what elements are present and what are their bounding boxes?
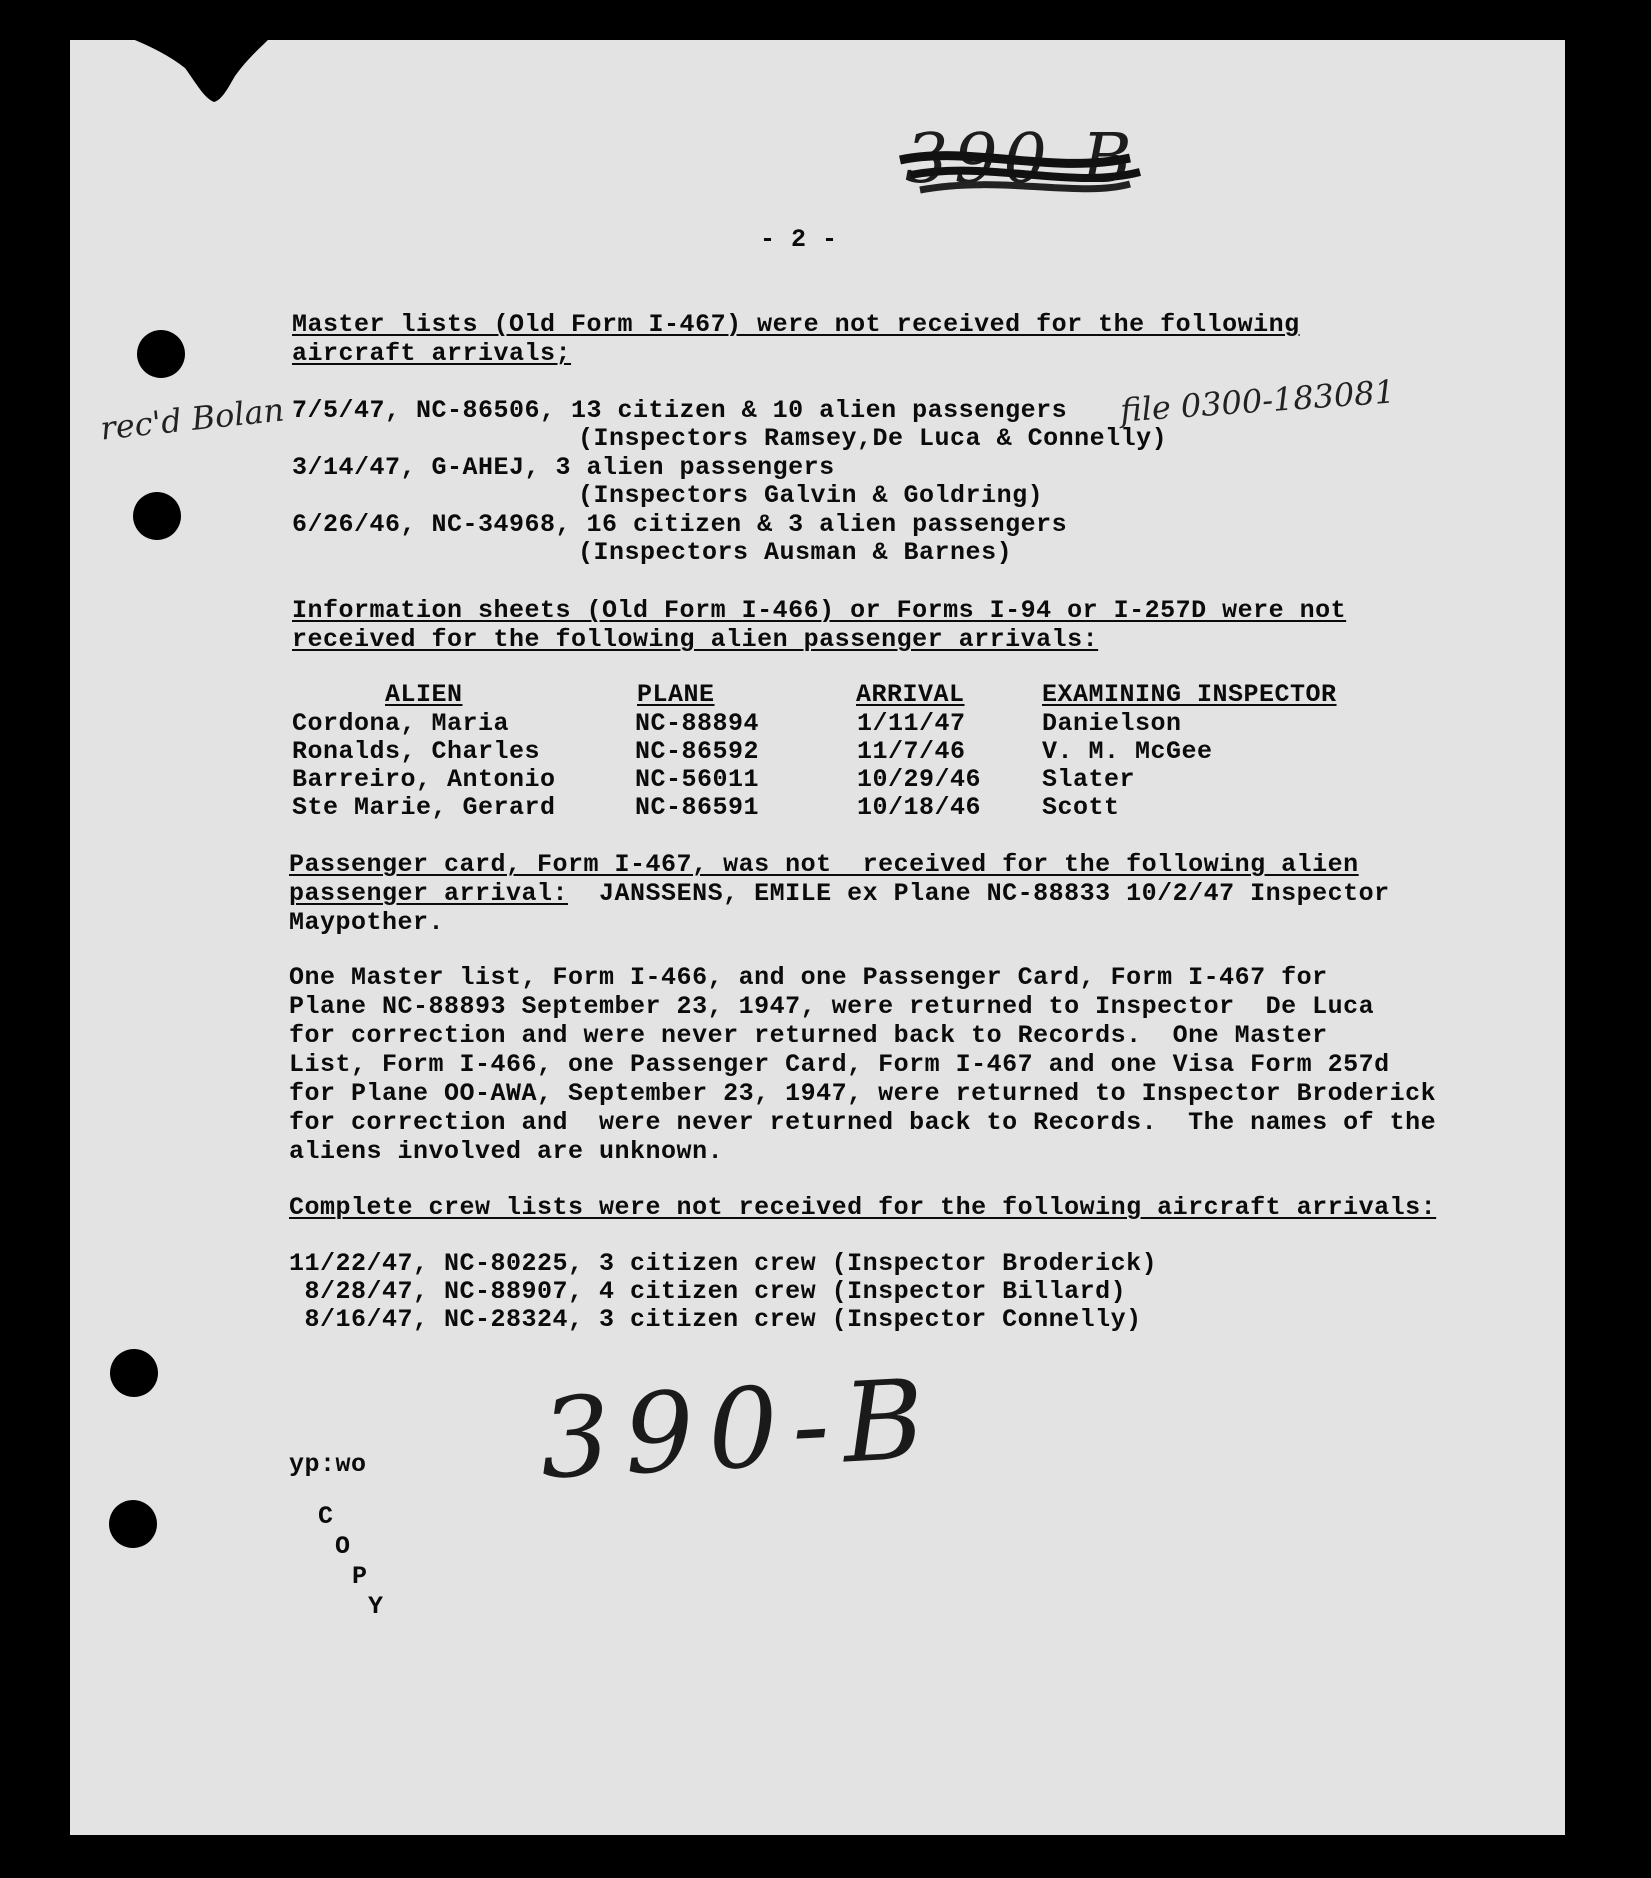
table-cell-arrival: 10/18/46 xyxy=(857,793,982,822)
info-heading-line1: Information sheets (Old Form I-466) or Forms I-94 or I-257D were not xyxy=(292,596,1347,625)
struck-header-number: 390-B xyxy=(905,120,1138,199)
margin-note: rec'd Bolan xyxy=(98,390,286,448)
table-cell-inspector: Danielson xyxy=(1042,709,1182,738)
passenger-heading-label: passenger arrival: xyxy=(289,879,569,908)
passenger-heading-line2 xyxy=(289,879,1390,908)
column-header-arrival: ARRIVAL xyxy=(856,680,965,709)
table-cell-plane: NC-86591 xyxy=(635,793,760,822)
paragraph-line: List, Form I-466, one Passenger Card, Form I-467 and one Visa Form 257d xyxy=(289,1050,1390,1079)
handwritten-number: 390-B xyxy=(536,1354,942,1504)
file-note: file 0300-183081 xyxy=(1119,372,1397,430)
paragraph-line: One Master list, Form I-466, and one Passenger Card, Form I-467 for xyxy=(289,963,1328,992)
column-header-inspector: EXAMINING INSPECTOR xyxy=(1042,680,1337,709)
passenger-line3: Maypother. xyxy=(289,908,445,937)
table-cell-alien: Ronalds, Charles xyxy=(292,737,541,766)
paragraph-line: for correction and were never returned back to Records. One Master xyxy=(289,1021,1328,1050)
master-entry-line1: 7/5/47, NC-86506, 13 citizen & 10 alien passengers xyxy=(292,396,1068,425)
table-cell-inspector: V. M. McGee xyxy=(1042,737,1213,766)
crew-entry: 8/28/47, NC-88907, 4 citizen crew (Inspector Billard) xyxy=(289,1277,1127,1306)
table-cell-arrival: 11/7/46 xyxy=(857,737,966,766)
master-heading-line1: Master lists (Old Form I-467) were not received for the following xyxy=(292,310,1300,339)
punch-hole xyxy=(110,1349,158,1397)
table-cell-plane: NC-86592 xyxy=(635,737,760,766)
info-heading-line2: received for the following alien passenger arrivals: xyxy=(292,625,1099,654)
column-header-plane: PLANE xyxy=(637,680,715,709)
copy-letter: C xyxy=(318,1502,334,1531)
strike-scribble xyxy=(890,120,1220,220)
table-cell-plane: NC-56011 xyxy=(635,765,760,794)
paragraph-line: Plane NC-88893 September 23, 1947, were returned to Inspector De Luca xyxy=(289,992,1375,1021)
torn-corner xyxy=(130,38,270,108)
master-entry-line2: (Inspectors Galvin & Goldring) xyxy=(578,481,1044,510)
crew-heading: Complete crew lists were not received for the following aircraft arrivals: xyxy=(289,1193,1437,1222)
typist-initials: yp:wo xyxy=(289,1450,367,1479)
table-cell-inspector: Slater xyxy=(1042,765,1136,794)
copy-letter: Y xyxy=(368,1592,384,1621)
passenger-heading-line1: Passenger card, Form I-467, was not received for the following alien xyxy=(289,850,1359,879)
table-cell-alien: Ste Marie, Gerard xyxy=(292,793,556,822)
paragraph-line: aliens involved are unknown. xyxy=(289,1137,724,1166)
table-cell-plane: NC-88894 xyxy=(635,709,760,738)
master-heading-line2: aircraft arrivals; xyxy=(292,339,572,368)
master-entry-line2: (Inspectors Ramsey,De Luca & Connelly) xyxy=(578,424,1168,453)
punch-hole xyxy=(109,1500,157,1548)
table-cell-alien: Barreiro, Antonio xyxy=(292,765,556,794)
crew-entry: 8/16/47, NC-28324, 3 citizen crew (Inspector Connelly) xyxy=(289,1305,1142,1334)
column-header-alien: ALIEN xyxy=(385,680,463,709)
punch-hole xyxy=(137,330,185,378)
paragraph-line: for correction and were never returned back to Records. The names of the xyxy=(289,1108,1437,1137)
page-number: - 2 - xyxy=(760,225,838,254)
paragraph-line: for Plane OO-AWA, September 23, 1947, were returned to Inspector Broderick xyxy=(289,1079,1437,1108)
copy-letter: O xyxy=(335,1532,351,1561)
crew-entry: 11/22/47, NC-80225, 3 citizen crew (Inspector Broderick) xyxy=(289,1249,1158,1278)
passenger-detail: JANSSENS, EMILE ex Plane NC-88833 10/2/47 Inspector xyxy=(568,879,1390,908)
punch-hole xyxy=(133,492,181,540)
copy-letter: P xyxy=(352,1562,368,1591)
master-entry-line1: 6/26/46, NC-34968, 16 citizen & 3 alien passengers xyxy=(292,510,1068,539)
master-entry-line1: 3/14/47, G-AHEJ, 3 alien passengers xyxy=(292,453,835,482)
table-cell-alien: Cordona, Maria xyxy=(292,709,510,738)
table-cell-arrival: 10/29/46 xyxy=(857,765,982,794)
master-entry-line2: (Inspectors Ausman & Barnes) xyxy=(578,538,1013,567)
table-cell-inspector: Scott xyxy=(1042,793,1120,822)
table-cell-arrival: 1/11/47 xyxy=(857,709,966,738)
